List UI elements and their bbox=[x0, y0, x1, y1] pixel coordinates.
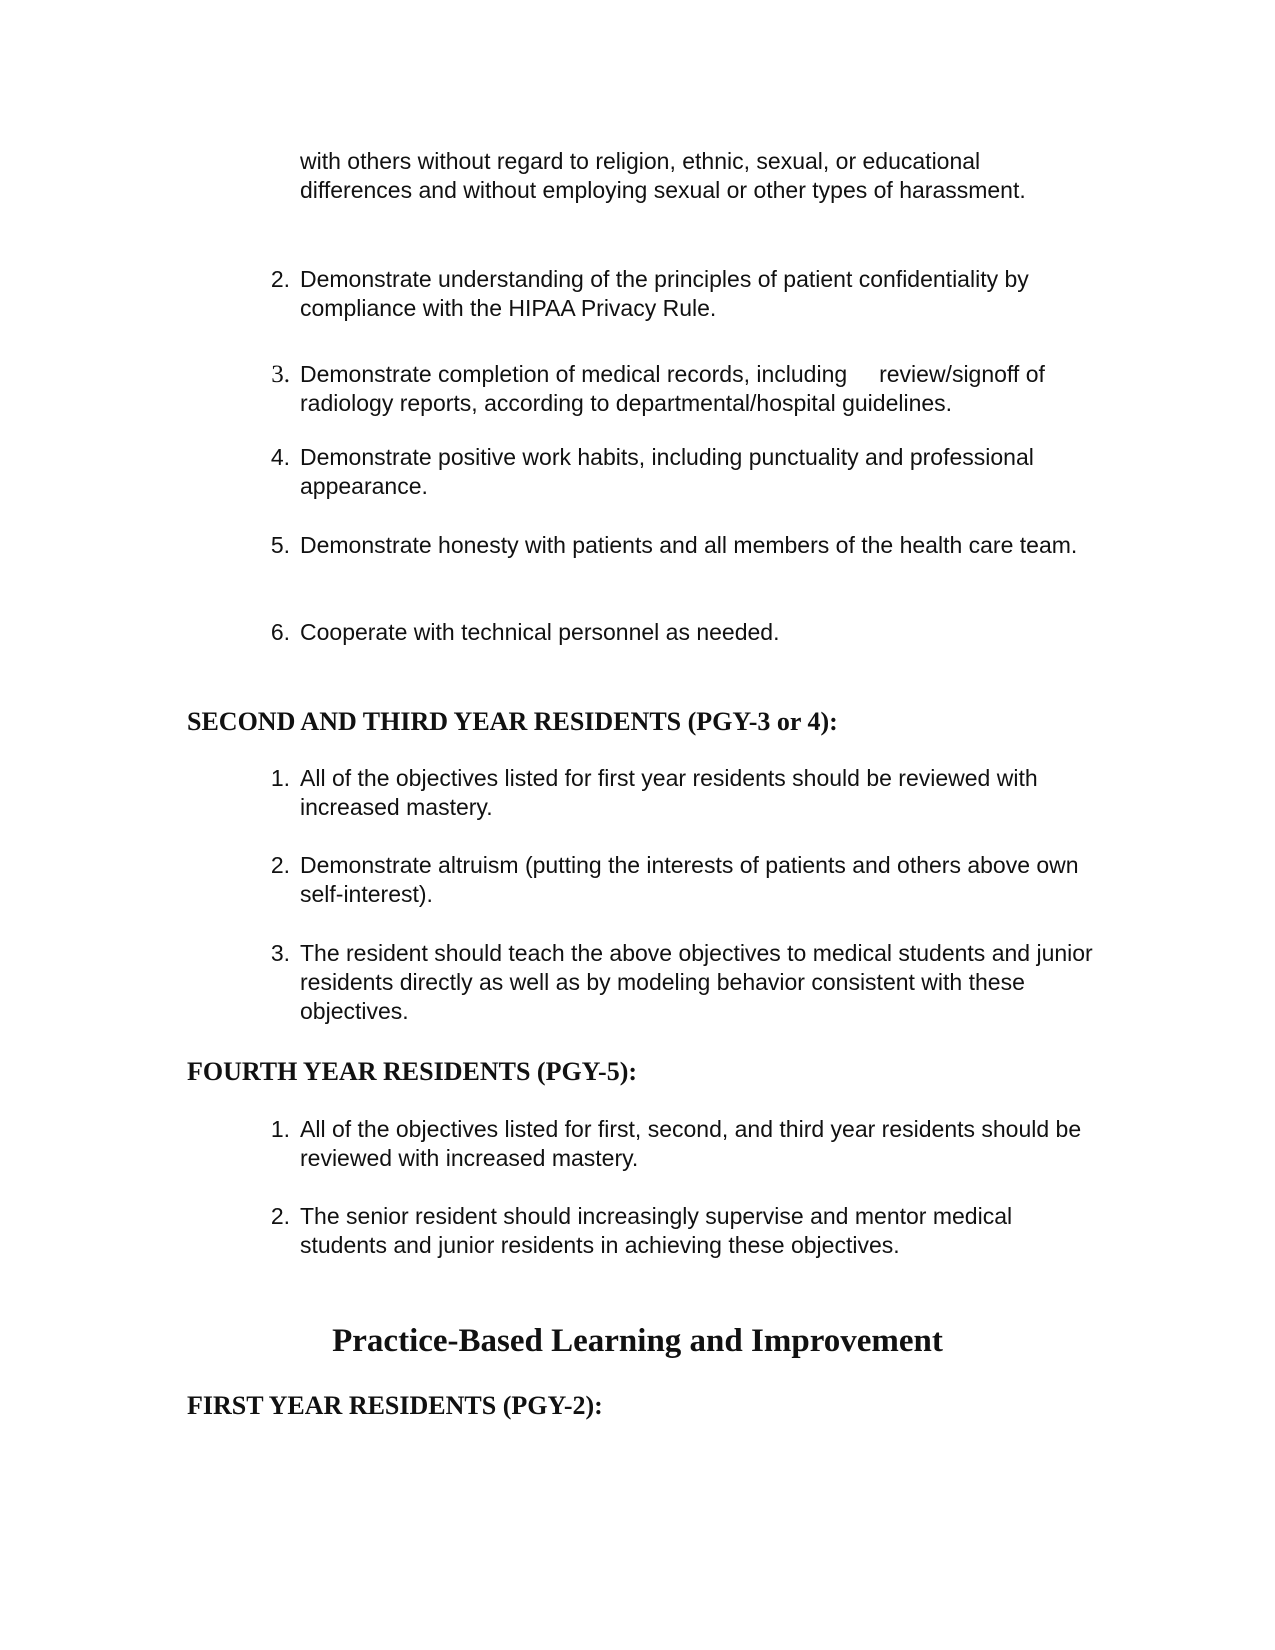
list-number: 2. bbox=[270, 852, 290, 878]
continuation-paragraph: with others without regard to religion, ethnic, sexual, or educational differences and without employing sexual or other types of harassment. bbox=[300, 148, 1026, 203]
section-title-practice-based-learning: Practice-Based Learning and Improvement bbox=[332, 1323, 943, 1359]
section-heading-fourth-year: FOURTH YEAR RESIDENTS (PGY-5): bbox=[187, 1057, 638, 1086]
list-number: 2. bbox=[270, 266, 290, 292]
list-number: 6. bbox=[270, 619, 290, 645]
list-number: 5. bbox=[270, 532, 290, 558]
list-text: Demonstrate honesty with patients and all members of the health care team. bbox=[300, 532, 1078, 558]
list-number: 1. bbox=[270, 1116, 290, 1142]
list-text: The resident should teach the above objectives to medical students and junior residents directly as well as by modeling behavior consistent with these objectives. bbox=[300, 940, 1093, 1024]
list-number: 3. bbox=[271, 361, 290, 388]
list-number: 1. bbox=[270, 765, 290, 791]
section-heading-first-year: FIRST YEAR RESIDENTS (PGY-2): bbox=[187, 1391, 603, 1420]
list-text: Demonstrate completion of medical records, including review/signoff of radiology reports, according to departmental/hospital guidelines. bbox=[300, 361, 1052, 416]
list-text: Cooperate with technical personnel as needed. bbox=[300, 619, 780, 645]
list-number: 3. bbox=[270, 940, 290, 966]
list-number: 4. bbox=[270, 444, 290, 470]
list-text: All of the objectives listed for first, second, and third year residents should be reviewed with increased mastery. bbox=[300, 1116, 1082, 1171]
section-heading-second-third-year: SECOND AND THIRD YEAR RESIDENTS (PGY-3 or 4): bbox=[187, 707, 838, 736]
list-text: The senior resident should increasingly supervise and mentor medical students and junior residents in achieving these objectives. bbox=[300, 1203, 1013, 1258]
list-text: All of the objectives listed for first year residents should be reviewed with increased mastery. bbox=[300, 765, 1038, 820]
list-text: Demonstrate understanding of the principles of patient confidentiality by compliance with the HIPAA Privacy Rule. bbox=[300, 266, 1029, 321]
list-number: 2. bbox=[270, 1203, 290, 1229]
list-text: Demonstrate positive work habits, including punctuality and professional appearance. bbox=[300, 444, 1034, 499]
list-text: Demonstrate altruism (putting the interests of patients and others above own self-interest). bbox=[300, 852, 1079, 907]
